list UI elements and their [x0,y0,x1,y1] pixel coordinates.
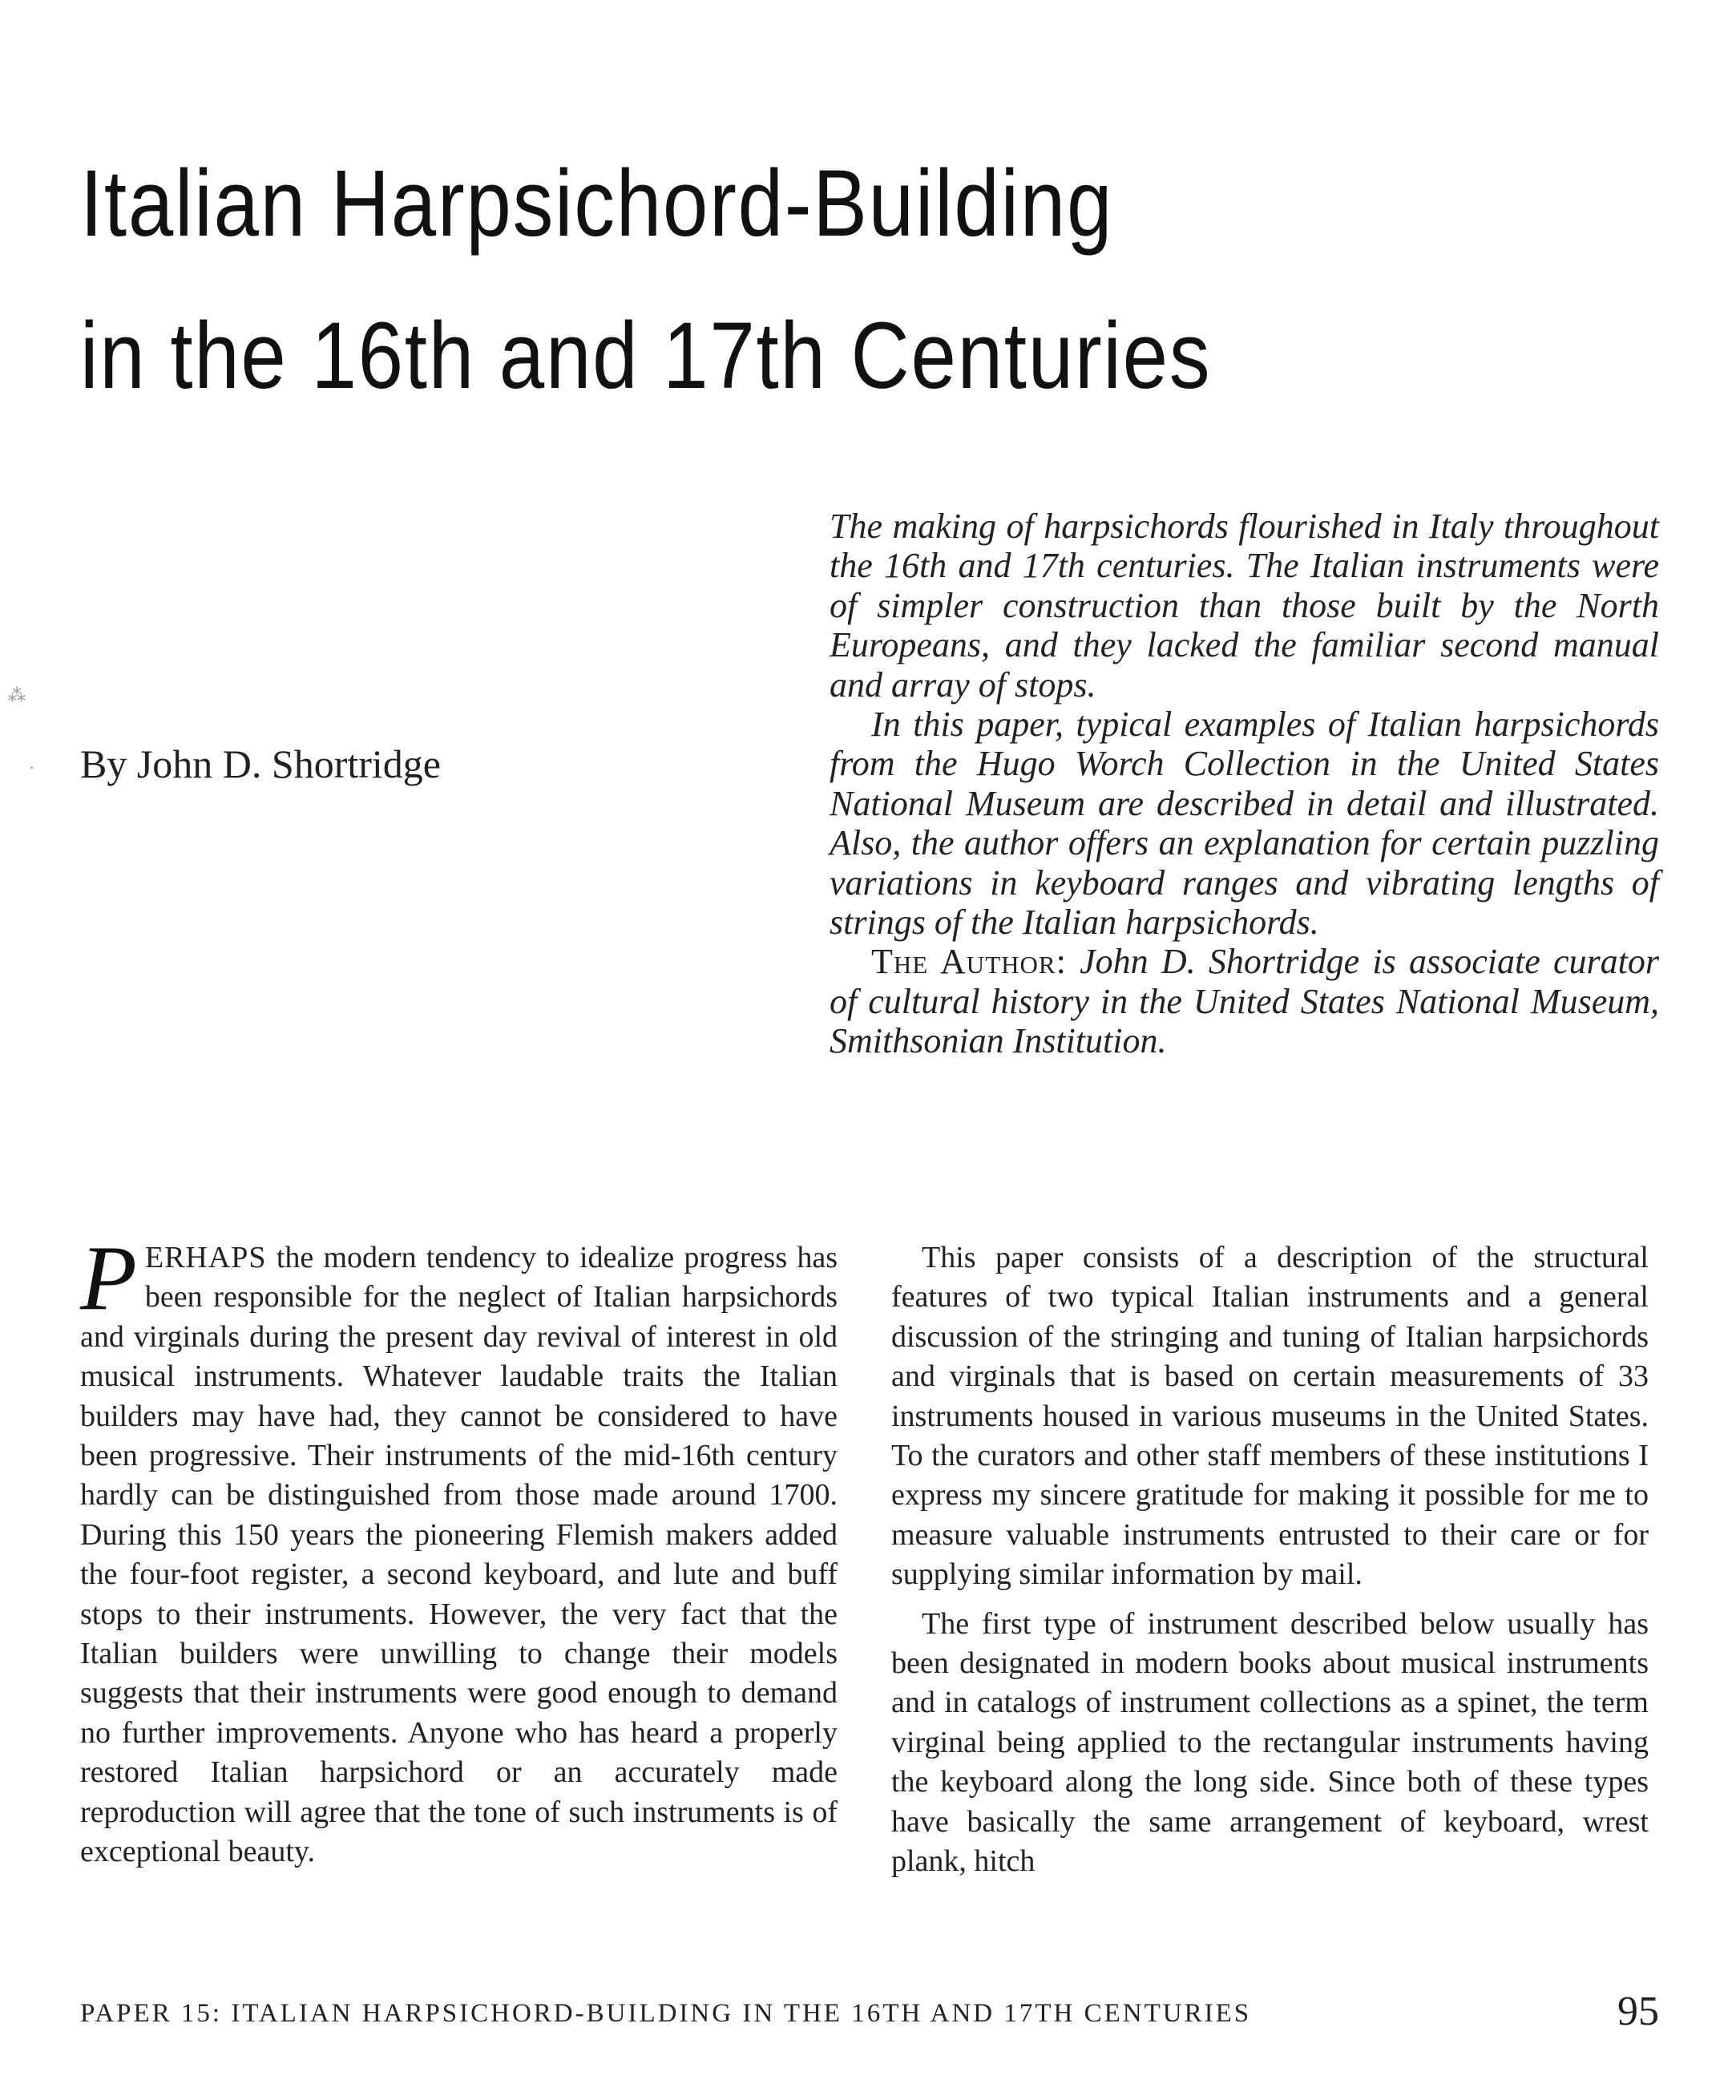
author-byline: By John D. Shortridge [80,741,441,786]
title-line-2: in the 16th and 17th Centuries [80,303,1212,409]
author-description: John D. Shortridge is associate curator of cultural history in the United States National Museum, Smithsonian Institution. [830,942,1660,1061]
scan-speck-mark: · [29,757,35,777]
abstract [830,507,1659,1061]
scan-speck-mark: ⁂ [8,685,26,705]
page-footer [80,1988,1659,2036]
abstract-paragraph-2: In this paper, typical examples of Italian harpsichords from the Hugo Worch Collection in the United States National Museum are described in detail and illustrated. Also, the author offers an explanation for certain puzzling variations in keyboard ranges and vibrating lengths of strings of the Italian harpsichords. [830,705,1659,943]
body-column-right [891,1238,1649,1882]
running-head: PAPER 15: ITALIAN HARPSICHORD-BUILDING IN THE 16TH AND 17TH CENTURIES [80,1999,1252,2028]
body-paragraph: The first type of instrument described below usually has been designated in modern books about musical instruments and in catalogs of instrument collections as a spinet, the term virginal being applied to the rectangular instruments having the keyboard along the long side. Since both of these types have basically the same arrangement of keyboard, wrest plank, hitch [891,1606,1649,1879]
author-label: The Author: [871,942,1067,982]
abstract-paragraph-1: The making of harpsichords flourished in Italy throughout the 16th and 17th centuries. The Italian instruments were of simpler construction than those built by the North Europeans, and they lacked the familiar second manual and array of stops. [830,507,1659,705]
body-paragraph: This paper consists of a description of the structural features of two typical Italian instruments and a general discussion of the stringing and tuning of Italian harpsichords and virginals that is based on certain measurements of 33 instruments housed in various museums in the United States. To the curators and other staff members of these institutions I express my sincere gratitude for making it possible for me to measure valuable instruments entrusted to their care or for supplying similar information by mail. [891,1241,1649,1592]
body-paragraph [80,1227,838,1872]
page-number: 95 [1617,1989,1659,2034]
body-text: the modern tendency to idealize progress has been responsible for the neglect of Italian harpsichords and virginals during the present day revival of interest in old musical instruments. Whatever laudable traits the Italian builders may have had, they cannot be considered to have been progressive. Their instruments of the mid-16th century hardly can be distinguished from those made around 1700. During this 150 years the pioneering Flemish makers added the four-foot register, a second keyboard, and lute and buff stops to their instruments. However, the very fact that the Italian builders were unwilling to change their models suggests that their instruments were good enough to demand no further improvements. Anyone who has heard a properly restored Italian harpsichord or an accurately made reproduction will agree that the tone of such instruments is of exceptional beauty. [80,1241,838,1869]
title-line-1: Italian Harpsichord-Building [80,151,1114,256]
body-column-left [80,1227,838,1872]
abstract-author-note [830,942,1659,1060]
drop-cap: P [80,1227,137,1330]
lead-word: ERHAPS [144,1241,267,1274]
